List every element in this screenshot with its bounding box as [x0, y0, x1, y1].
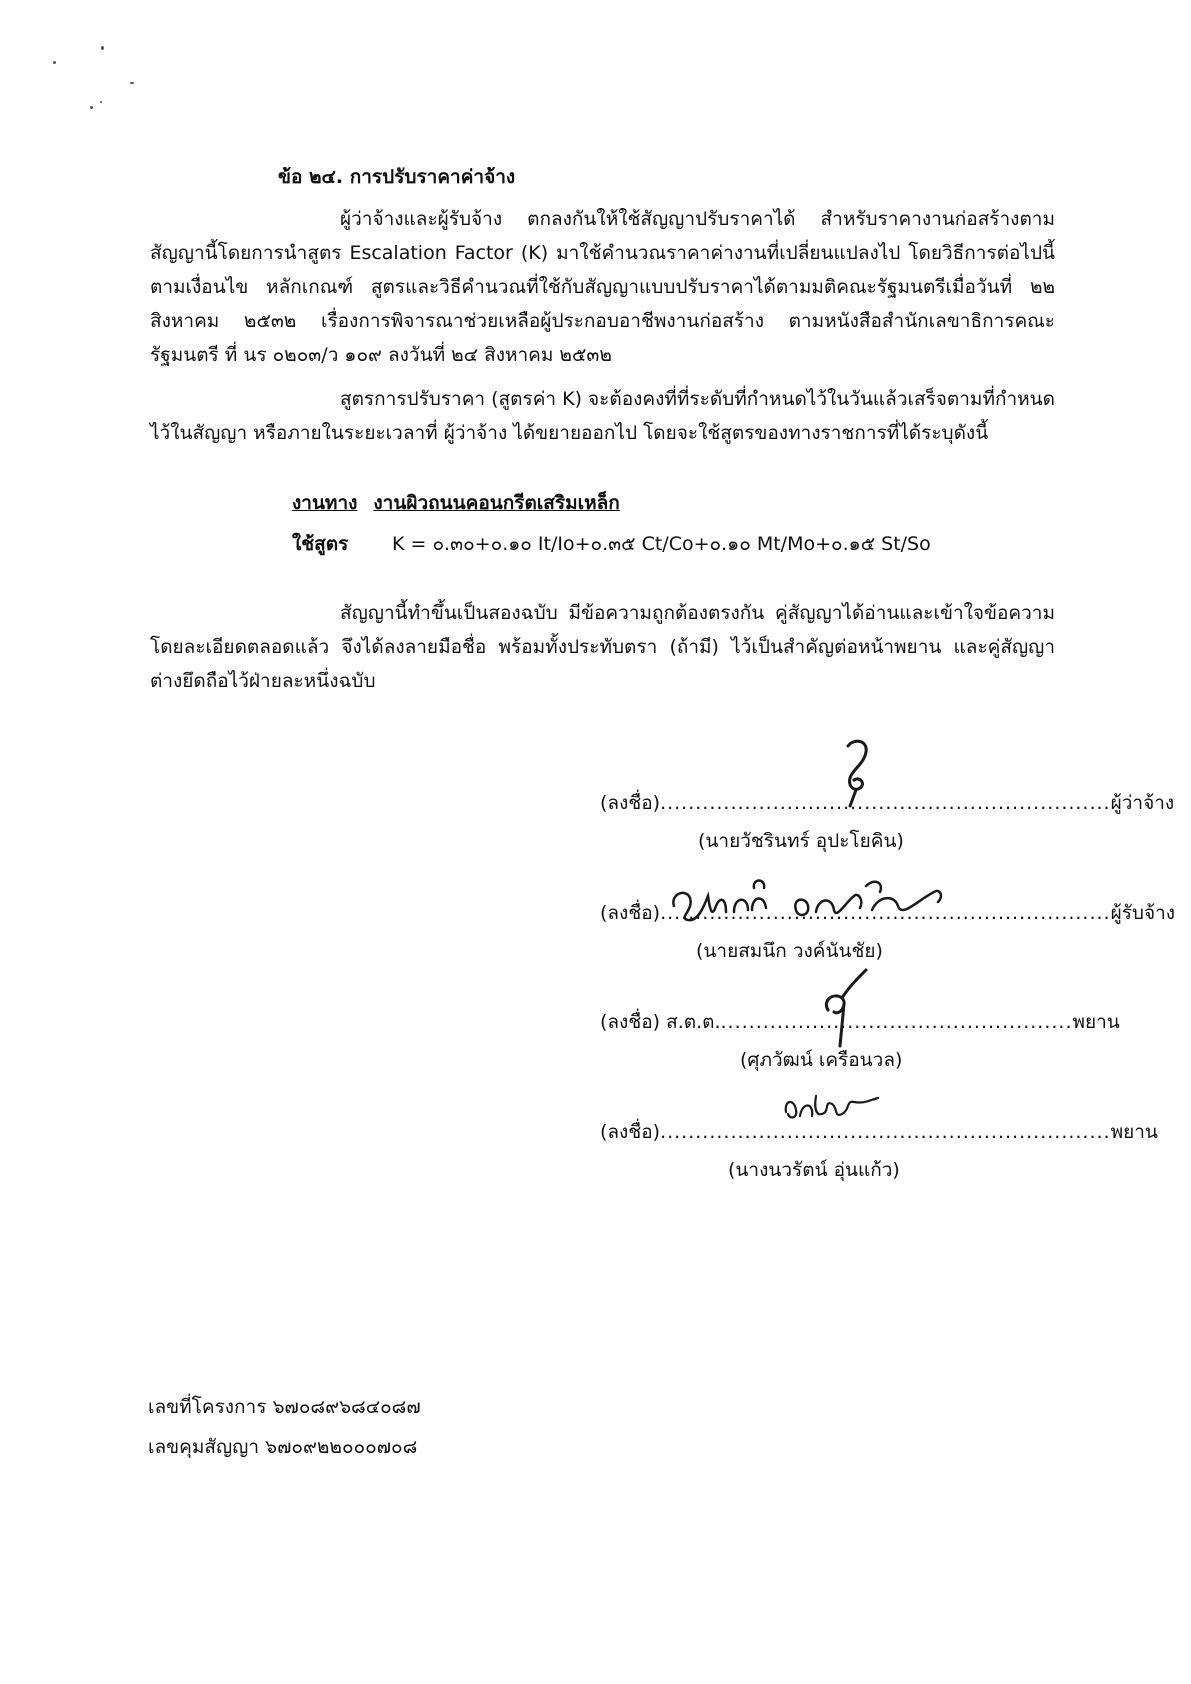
paragraph-formula-rule: [150, 382, 1055, 450]
paragraph-escalation-text: ผู้ว่าจ้างและผู้รับจ้าง ตกลงกันให้ใช้สัญญาปรับราคาได้ สำหรับราคางานก่อสร้างตามสัญญานี้โดยการนำสูตร Escalation Factor (K) มาใช้คำนวณราคาค่างานที่เปลี่ยนแปลงไป โดยวิธีการต่อไปนี้ ตามเงื่อนไข หลักเกณฑ์ สูตรและวิธีคำนวณที่ใช้กับสัญญาแบบปรับราคาได้ตามมติคณะรัฐมนตรีเมื่อวันที่ ๒๒ สิงหาคม ๒๕๓๒ เรื่องการพิจารณาช่วยเหลือผู้ประกอบอาชีพงานก่อสร้าง ตามหนังสือสำนักเลขาธิการคณะรัฐมนตรี ที่ นร ๐๒๐๓/ว ๑๐๙ ลงวันที่ ๒๔ สิงหาคม ๒๕๓๒: [150, 208, 1055, 366]
formula-line: [292, 529, 931, 559]
handwritten-signature-employer: [820, 738, 890, 810]
sign-dots: ................................................................: [660, 792, 1111, 814]
sign-prefix: (ลงชื่อ): [600, 792, 661, 814]
sign-prefix: (ลงชื่อ): [600, 902, 661, 924]
sign-role: พยาน: [1072, 1011, 1120, 1033]
scan-speck: [100, 101, 102, 103]
handwritten-signature-witness-1: [818, 966, 876, 1050]
contract-control-number: เลขคุมสัญญา ๖๗๐๙๒๒๐๐๐๗๐๘: [148, 1436, 418, 1458]
scan-speck: [53, 61, 56, 64]
sign-prefix: (ลงชื่อ): [600, 1121, 661, 1143]
sign-prefix: (ลงชื่อ) ส.ต.ต.: [600, 1011, 721, 1033]
sign-role: พยาน: [1110, 1121, 1158, 1143]
sign-dots: ..................................................: [720, 1011, 1073, 1033]
road-type: งานผิวถนนคอนกรีตเสริมเหล็ก: [373, 492, 620, 514]
sign-role: ผู้รับจ้าง: [1110, 902, 1176, 924]
road-work-line: [292, 488, 620, 518]
signer-name-witness-1: (ศุภวัฒน์ เครือนวล): [740, 1049, 903, 1071]
sign-dots: ................................................................: [660, 902, 1111, 924]
signer-name-contractor: (นายสมนึก วงค์นันชัย): [696, 940, 883, 962]
signer-name-employer: (นายวัชรินทร์ อุปะโยคิน): [698, 830, 904, 852]
paragraph-escalation: [150, 202, 1055, 372]
formula-text: K = ๐.๓๐+๐.๑๐ It/Io+๐.๓๕ Ct/Co+๐.๑๐ Mt/Mo+๐.๑๕ St/So: [392, 533, 931, 555]
paragraph-copies: [150, 596, 1055, 698]
handwritten-signature-witness-2: [780, 1086, 882, 1126]
paragraph-formula-rule-text: สูตรการปรับราคา (สูตรค่า K) จะต้องคงที่ที่ระดับที่กำหนดไว้ในวันแล้วเสร็จตามที่กำหนดไว้ในสัญญา หรือภายในระยะเวลาที่ ผู้ว่าจ้าง ได้ขยายออกไป โดยจะใช้สูตรของทางราชการที่ได้ระบุดังนี้: [150, 388, 1055, 444]
formula-label: ใช้สูตร: [292, 533, 349, 555]
road-label: งานทาง: [292, 492, 358, 514]
sign-dots: ................................................................: [660, 1121, 1111, 1143]
handwritten-signature-contractor: [668, 866, 950, 932]
scan-speck: [130, 82, 134, 84]
paragraph-copies-text: สัญญานี้ทำขึ้นเป็นสองฉบับ มีข้อความถูกต้องตรงกัน คู่สัญญาได้อ่านและเข้าใจข้อความ โดยละเอียดตลอดแล้ว จึงได้ลงลายมือชื่อ พร้อมทั้งประทับตรา (ถ้ามี) ไว้เป็นสำคัญต่อหน้าพยาน และคู่สัญญาต่างยึดถือไว้ฝ่ายละหนึ่งฉบับ: [150, 602, 1055, 692]
sign-role: ผู้ว่าจ้าง: [1110, 792, 1175, 814]
project-number: เลขที่โครงการ ๖๗๐๘๙๖๘๔๐๘๗: [148, 1396, 421, 1418]
clause-heading: ข้อ ๒๔. การปรับราคาค่าจ้าง: [278, 166, 516, 188]
signer-name-witness-2: (นางนวรัตน์ อุ่นแก้ว): [728, 1159, 900, 1181]
scan-speck: [101, 46, 104, 50]
scan-speck: [90, 106, 93, 109]
